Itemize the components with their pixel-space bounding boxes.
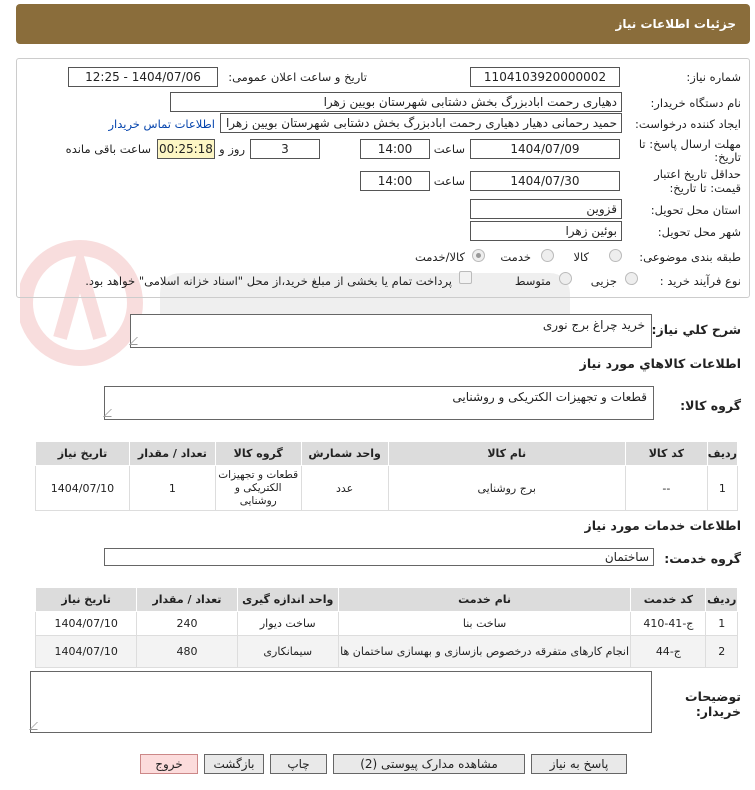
services-cell-unit: سیمانکاری — [237, 636, 338, 668]
goods-col-date: تاریخ نیاز — [36, 442, 130, 466]
back-button[interactable]: بازگشت — [204, 754, 264, 774]
goods-group-text: قطعات و تجهیزات الکتریکی و روشنایی — [452, 390, 647, 404]
services-col-unit: واحد اندازه گیری — [237, 588, 338, 612]
summary-text: خرید چراغ برج نوری — [542, 318, 645, 332]
goods-table-header — [36, 442, 738, 466]
goods-col-group: گروه کالا — [215, 442, 301, 466]
page-header — [16, 4, 750, 44]
services-cell-code: ج-44 — [631, 636, 706, 668]
services-cell-code: ج-41-410 — [631, 612, 706, 636]
services-cell-unit: ساخت دیوار — [237, 612, 338, 636]
days-field: 3 — [250, 139, 320, 159]
services-cell-qty: 240 — [137, 612, 237, 636]
services-group-label: گروه خدمت: — [664, 551, 741, 566]
goods-cell-qty: 1 — [129, 466, 215, 511]
services-table — [35, 587, 738, 668]
category-label: طبقه بندی موضوعی: — [639, 250, 741, 264]
buyer-org-label: نام دستگاه خریدار: — [650, 96, 741, 110]
deadline-label-2: تاریخ: — [714, 150, 741, 164]
deadline-time-label: ساعت — [433, 142, 465, 156]
goods-col-name: نام کالا — [388, 442, 625, 466]
summary-field — [130, 314, 652, 348]
category-option-service: خدمت — [500, 250, 531, 264]
goods-col-unit: واحد شمارش — [301, 442, 388, 466]
category-option-goods: کالا — [573, 250, 589, 264]
validity-date-field: 1404/07/30 — [470, 171, 620, 191]
city-field: بوئین زهرا — [470, 221, 622, 241]
city-label: شهر محل تحویل: — [657, 225, 741, 239]
contact-info-link[interactable]: اطلاعات تماس خریدار — [108, 117, 215, 131]
attachments-button[interactable]: مشاهده مدارک پیوستی (2) — [333, 754, 525, 774]
services-col-row: ردیف — [706, 588, 738, 612]
exit-button[interactable]: خروج — [140, 754, 198, 774]
goods-group-label: گروه کالا: — [680, 398, 741, 413]
goods-group-field — [104, 386, 654, 420]
goods-section-title: اطلاعات کالاهاي مورد نياز — [579, 356, 741, 371]
print-button[interactable]: چاپ — [270, 754, 327, 774]
validity-label: حداقل تاریخ اعتبار — [654, 167, 741, 181]
buyer-org-field: دهیاری رحمت ابادبزرگ بخش دشتابی شهرستان بویین زهرا — [170, 92, 622, 112]
goods-cell-group: قطعات و تجهیزات الکتریکی و روشنایی — [215, 466, 301, 511]
category-radio-service[interactable] — [541, 249, 554, 262]
goods-cell-date: 1404/07/10 — [36, 466, 130, 511]
buyer-notes-label: توضیحات — [685, 689, 741, 704]
buyer-notes-field — [30, 671, 652, 733]
goods-cell-code: -- — [625, 466, 707, 511]
goods-col-code: کد کالا — [625, 442, 707, 466]
category-option-goods-service: کالا/خدمت — [414, 250, 465, 264]
deadline-time-field: 14:00 — [360, 139, 430, 159]
table-row — [36, 466, 738, 511]
services-cell-name: ساخت بنا — [338, 612, 630, 636]
category-radio-goods-service[interactable] — [472, 249, 485, 262]
announce-label: تاریخ و ساعت اعلان عمومی: — [228, 70, 367, 84]
validity-label-2: قیمت: تا تاریخ: — [669, 181, 741, 195]
need-number-label: شماره نیاز: — [686, 70, 741, 84]
reply-button[interactable]: پاسخ به نیاز — [531, 754, 627, 774]
category-radio-goods[interactable] — [609, 249, 622, 262]
remaining-label: ساعت باقی مانده — [65, 142, 151, 156]
process-radio-minor[interactable] — [625, 272, 638, 285]
process-option-medium: متوسط — [514, 274, 551, 288]
process-radio-medium[interactable] — [559, 272, 572, 285]
services-cell-date: 1404/07/10 — [36, 636, 137, 668]
services-group-field: ساختمان — [104, 548, 654, 566]
services-cell-date: 1404/07/10 — [36, 612, 137, 636]
treasury-payment-checkbox[interactable] — [459, 271, 472, 284]
deadline-date-field: 1404/07/09 — [470, 139, 620, 159]
goods-col-row: ردیف — [707, 442, 737, 466]
buyer-notes-label-2: خریدار: — [695, 704, 741, 719]
process-label: نوع فرآیند خرید : — [659, 274, 741, 288]
province-label: استان محل تحویل: — [650, 203, 741, 217]
table-row — [36, 612, 738, 636]
need-number-field: 1104103920000002 — [470, 67, 620, 87]
goods-cell-unit: عدد — [301, 466, 388, 511]
services-cell-qty: 480 — [137, 636, 237, 668]
services-col-name: نام خدمت — [338, 588, 630, 612]
services-cell-row: 1 — [706, 612, 738, 636]
announce-field: 1404/07/06 - 12:25 — [68, 67, 218, 87]
page-title: جزئیات اطلاعات نیاز — [615, 17, 736, 31]
goods-table — [35, 441, 738, 511]
services-cell-name: انجام کارهای متفرقه درخصوص بازسازی و بهسازی ساختمان ها — [338, 636, 630, 668]
goods-col-qty: تعداد / مقدار — [129, 442, 215, 466]
goods-cell-name: برج روشنایی — [388, 466, 625, 511]
process-option-minor: جزیی — [590, 274, 617, 288]
goods-cell-row: 1 — [707, 466, 737, 511]
services-cell-row: 2 — [706, 636, 738, 668]
services-col-qty: تعداد / مقدار — [137, 588, 237, 612]
table-row — [36, 636, 738, 668]
payment-note: پرداخت تمام یا بخشی از مبلغ خرید،از محل "اسناد خزانه اسلامی" خواهد بود. — [85, 274, 452, 288]
creator-field: حمید رحمانی دهیار دهیاری رحمت ابادبزرگ بخش دشتابی شهرستان بویین زهرا — [220, 113, 622, 133]
validity-time-field: 14:00 — [360, 171, 430, 191]
deadline-label: مهلت ارسال پاسخ: تا — [638, 137, 741, 151]
province-field: قزوین — [470, 199, 622, 219]
validity-time-label: ساعت — [433, 174, 465, 188]
remaining-time-field: 00:25:18 — [157, 139, 215, 159]
creator-label: ایجاد کننده درخواست: — [635, 117, 741, 131]
services-col-date: تاریخ نیاز — [36, 588, 137, 612]
summary-label: شرح کلي نياز: — [651, 322, 741, 337]
services-table-header — [36, 588, 738, 612]
services-section-title: اطلاعات خدمات مورد نياز — [584, 518, 741, 533]
services-col-code: کد خدمت — [631, 588, 706, 612]
days-label: روز و — [219, 142, 245, 156]
